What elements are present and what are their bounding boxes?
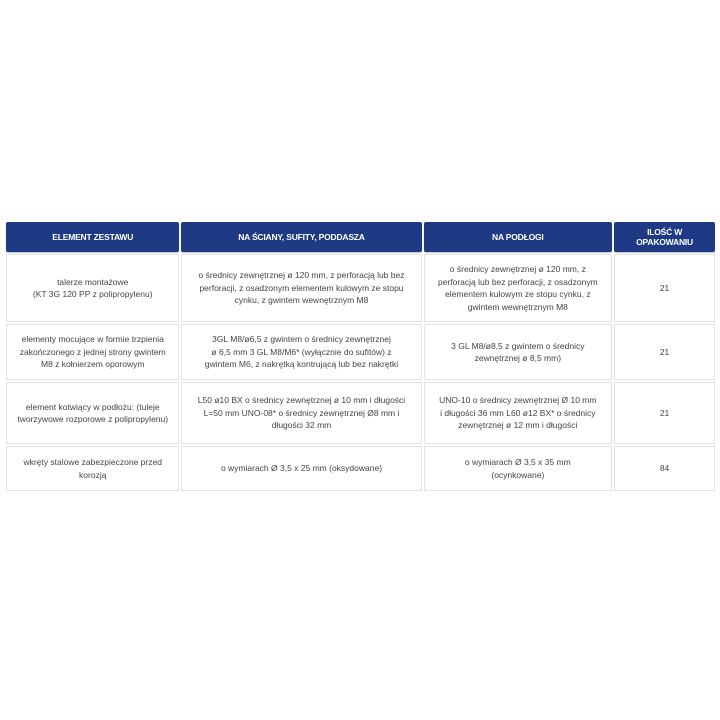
- specification-table: [4, 220, 717, 493]
- cell-walls-text: o średnicy zewnętrznej ø 120 mm, z perforacją lub bez perforacji, z osadzonym elementem kulowym ze stopu cynku, z gwintem wewnętrznym M8: [198, 270, 405, 306]
- cell-qty-text: 84: [659, 463, 670, 474]
- table-row: [6, 446, 715, 491]
- cell-element-text: element kotwiący w podłożu: (tuleje tworzywowe rozporowe z polipropylenu): [17, 401, 169, 424]
- header-floors: NA PODŁOGI: [424, 222, 613, 252]
- cell-walls: [181, 254, 421, 322]
- table-row: [6, 324, 715, 380]
- table-row: [6, 382, 715, 444]
- cell-floor-text: UNO-10 o średnicy zewnętrznej Ø 10 mm i długości 36 mm L60 ø12 BX* o średnicy zewnętrznej ø 12 mm i długości: [439, 395, 597, 431]
- table-header-row: [6, 222, 715, 252]
- cell-floor: [424, 382, 613, 444]
- cell-floor: [424, 324, 613, 380]
- cell-qty-text: 21: [659, 346, 670, 357]
- cell-element: [6, 382, 179, 444]
- cell-qty: [614, 446, 715, 491]
- cell-element-text: wkręty stalowe zabezpieczone przed korozją: [23, 457, 162, 480]
- cell-qty-text: 21: [659, 407, 670, 418]
- cell-element-text: elementy mocujące w formie trzpienia zakończonego z jednej strony gwintem M8 z kołnierzem oporowym: [19, 334, 166, 370]
- cell-qty: [614, 324, 715, 380]
- cell-element-text: talerze montażowe (KT 3G 120 PP z polipropylenu): [32, 276, 153, 299]
- cell-floor-text: 3 GL M8/ø8,5 z gwintem o średnicy zewnętrznej ø 8,5 mm): [451, 340, 585, 363]
- cell-walls-text: L50 ø10 BX o średnicy zewnętrznej ø 10 mm i długości L=50 mm UNO-08* o średnicy zewnętrznej Ø8 mm i długości 32 mm: [197, 395, 406, 431]
- cell-floor: [424, 254, 613, 322]
- cell-walls: [181, 382, 421, 444]
- cell-qty: [614, 254, 715, 322]
- cell-qty: [614, 382, 715, 444]
- cell-walls: [181, 324, 421, 380]
- cell-element: [6, 446, 179, 491]
- cell-qty-text: 21: [659, 282, 670, 293]
- cell-floor: [424, 446, 613, 491]
- cell-floor-text: o średnicy zewnętrznej ø 120 mm, z perforacją lub bez perforacji, z osadzonym elementem kulowym ze stopu cynku, z gwintem wewnętrznym M8: [437, 264, 598, 312]
- cell-element: [6, 324, 179, 380]
- cell-floor-text: o wymiarach Ø 3,5 x 35 mm (ocynkowane): [464, 457, 571, 480]
- header-walls-ceilings: NA ŚCIANY, SUFITY, PODDASZA: [181, 222, 421, 252]
- header-package-quantity: ILOŚĆ W OPAKOWANIU: [614, 222, 715, 252]
- cell-element: [6, 254, 179, 322]
- cell-walls-text: o wymiarach Ø 3,5 x 25 mm (oksydowane): [220, 463, 383, 474]
- table-row: [6, 254, 715, 322]
- cell-walls-text: 3GL M8/ø6,5 z gwintem o średnicy zewnętrznej ø 6,5 mm 3 GL M8/M6* (wyłącznie do sufitów) z gwintem M6, z nakrętką kontrującą lub bez nakrętki: [204, 334, 399, 370]
- cell-walls: [181, 446, 421, 491]
- header-element: ELEMENT ZESTAWU: [6, 222, 179, 252]
